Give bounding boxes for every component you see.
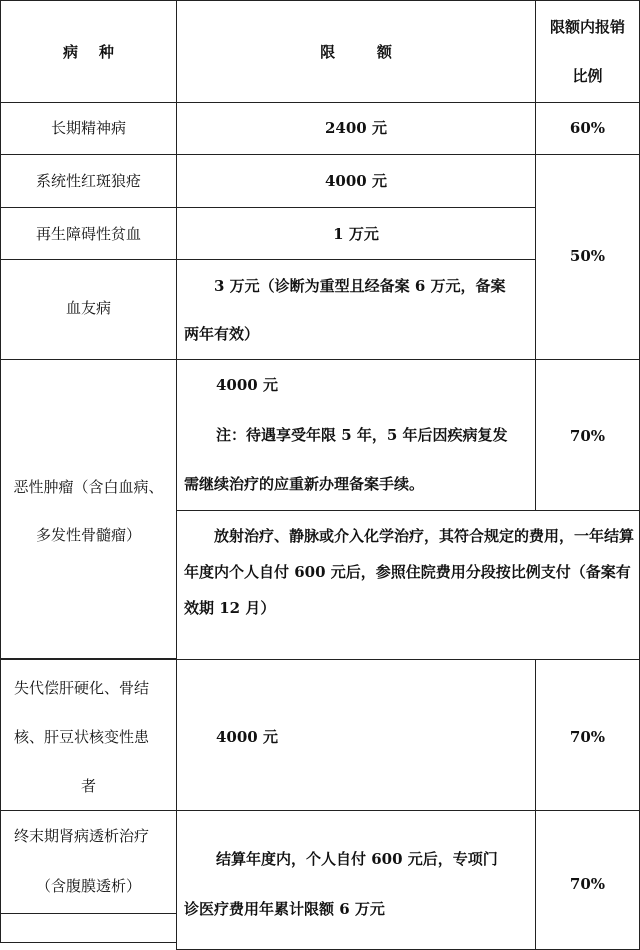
header-disease-label: 病 种: [63, 43, 114, 61]
row5-disease-cell: [0, 359, 177, 659]
row1-ratio: 60%: [569, 119, 606, 137]
row7-limit-line2: 诊医疗费用年累计限额 6 万元: [184, 900, 385, 918]
row5-ratio: 70%: [569, 427, 606, 445]
row6-limit: 4000 元: [216, 728, 278, 746]
row7-limit-line1: 结算年度内，个人自付 600 元后，专项门: [216, 850, 498, 868]
merged-ratio-value: 50%: [569, 247, 606, 265]
row7-ratio: 70%: [569, 875, 606, 893]
row5-disease-line2: 多发性骨髓瘤）: [35, 526, 141, 544]
header-limit-label: 限 额: [320, 43, 392, 61]
header-cell-ratio: [535, 0, 640, 103]
row7-disease-line1: 终末期肾病透析治疗: [14, 827, 150, 845]
row1-disease: 长期精神病: [50, 119, 126, 137]
row7-disease-subcell: [0, 913, 177, 943]
row5-limit-a-line3: 需继续治疗的应重新办理备案手续。: [184, 475, 425, 493]
row6-ratio: 70%: [569, 728, 606, 746]
row7-disease-line2: （含腹膜透析）: [35, 877, 141, 895]
header-ratio-label-2: 比例: [572, 67, 603, 85]
row5-limit-a-line1: 4000 元: [216, 376, 278, 394]
row7-limit-cell: [176, 810, 536, 950]
row5-limit-a-line2: 注：待遇享受年限 5 年，5 年后因疾病复发: [216, 426, 508, 444]
row4-limit-line1: 3 万元（诊断为重型且经备案 6 万元，备案: [214, 277, 506, 295]
row5-limit-b: 放射治疗、静脉或介入化学治疗，其符合规定的费用，一年结算年度内个人自付 600 元后，参照住院费用分段按比例支付（备案有效期 12 月）: [184, 527, 635, 617]
row4-limit-line2: 两年有效）: [184, 325, 260, 343]
row6-disease-line2: 核、肝豆状核变性患: [14, 728, 150, 746]
row1-limit: 2400 元: [325, 119, 387, 137]
row6-disease-line3: 者: [80, 777, 96, 795]
row2-disease: 系统性红斑狼疮: [35, 172, 141, 190]
header-ratio-label-1: 限额内报销: [549, 18, 625, 36]
row2-limit: 4000 元: [325, 172, 387, 190]
row3-disease: 再生障碍性贫血: [35, 225, 141, 243]
row4-limit-cell: [176, 259, 536, 360]
row5-disease-line1: 恶性肿瘤（含白血病、: [13, 478, 164, 496]
row6-disease-line1: 失代偿肝硬化、骨结: [14, 679, 150, 697]
row3-limit: 1 万元: [333, 225, 379, 243]
row4-disease: 血友病: [65, 299, 111, 317]
